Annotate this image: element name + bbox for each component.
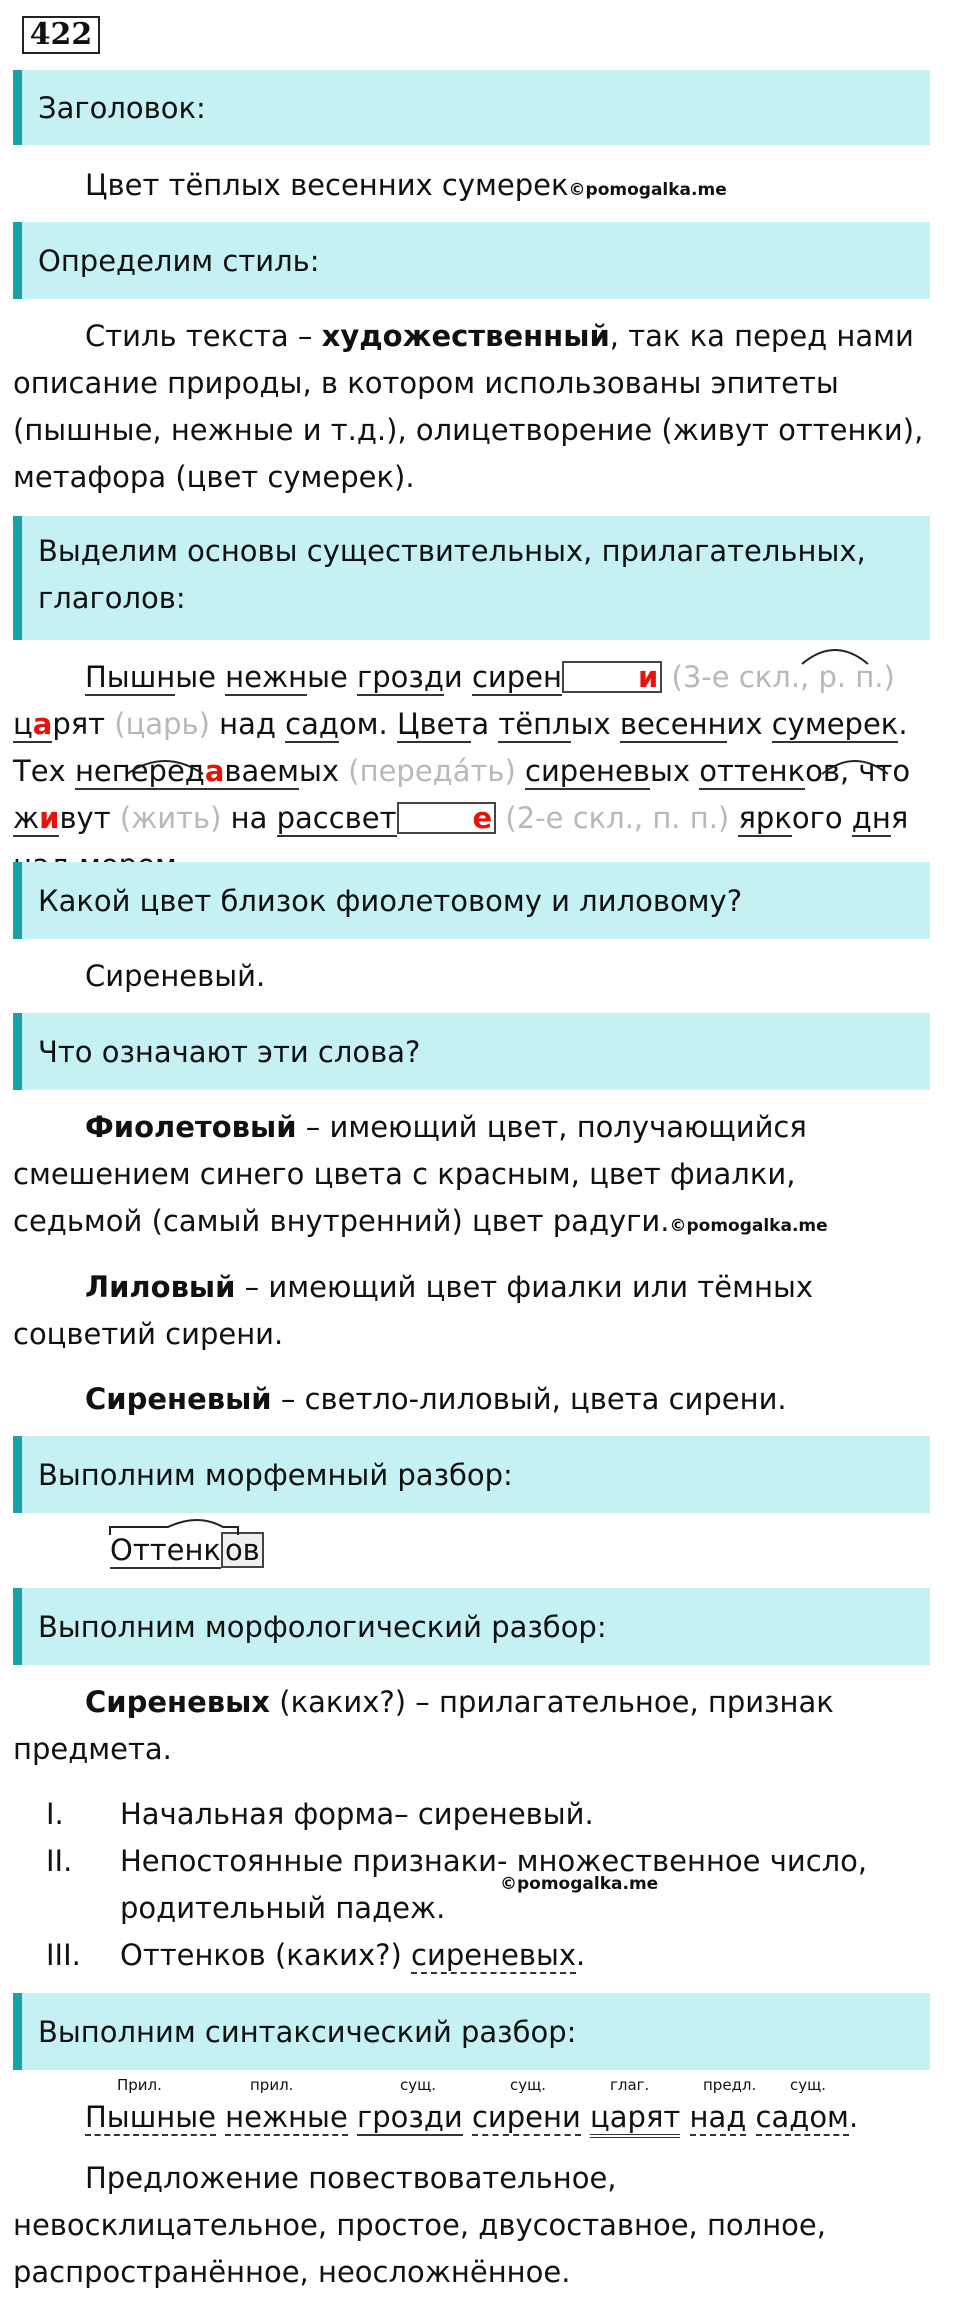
item-number: III. <box>46 1938 81 1972</box>
root-arc <box>820 752 890 778</box>
pos-tag: сущ. <box>790 2076 827 2094</box>
heading-text: Что означают эти слова? <box>38 1034 421 1069</box>
ending: ые <box>307 660 358 694</box>
item-text-a: Оттенков (каких?) <box>120 1938 412 1972</box>
word-predicate: царят <box>590 2100 680 2138</box>
stem: неперед <box>74 754 205 788</box>
stem: оттенк <box>699 754 806 788</box>
watermark: ©pomogalka.me <box>568 180 727 200</box>
stem: Пышн <box>85 660 176 694</box>
section-heading-stems <box>13 516 930 640</box>
morph-list <box>13 1791 930 1979</box>
text: на <box>221 801 277 835</box>
stem: сумерек <box>771 707 899 741</box>
word-adverbial: над <box>689 2100 747 2134</box>
pos-tag: прил. <box>250 2076 294 2094</box>
section-heading-syntax <box>13 1993 930 2070</box>
heading-text: Выделим основы существительных, прилагательных, глаголов: <box>38 534 866 615</box>
section-heading-meaning <box>13 1013 930 1090</box>
definition-3 <box>13 1376 930 1423</box>
stem: весенн <box>619 707 727 741</box>
word-attribute: нежные <box>225 2100 348 2134</box>
intro-text: (каких?) – прилагательное, признак предмета. <box>13 1685 834 1766</box>
syntax-description: Предложение повествовательное, невосклицательное, простое, двусоставное, полное, распространённое, неосложнённое. <box>13 2161 826 2289</box>
style-paragraph <box>13 313 930 501</box>
ending: ого <box>791 801 852 835</box>
stem: сирен <box>471 660 562 694</box>
list-item <box>13 1838 930 1932</box>
list-item <box>13 1791 930 1838</box>
text: над <box>209 707 286 741</box>
root-arc <box>108 1515 248 1539</box>
section-heading-morpheme <box>13 1436 930 1513</box>
pos-tag: глаг. <box>610 2076 650 2094</box>
task-number: 422 <box>22 16 100 54</box>
stem: сад <box>285 707 339 741</box>
style-text-a: Стиль текста – <box>85 319 322 353</box>
heading-text: Какой цвет близок фиолетовому и лиловому? <box>38 883 743 918</box>
term: Сиреневый <box>85 1382 272 1416</box>
stem-part: ж <box>13 801 40 835</box>
heading-text: Выполним синтаксический разбор: <box>38 2014 577 2049</box>
pos-tag: сущ. <box>510 2076 547 2094</box>
root-arc <box>800 640 870 670</box>
ending-letter: е <box>397 802 497 834</box>
vowel: и <box>39 801 60 835</box>
item-text: Непостоянные признаки- множественное число, родительный падеж. <box>120 1844 868 1925</box>
root-text: Оттенк <box>110 1533 221 1567</box>
stem: тёпл <box>498 707 571 741</box>
note: (царь) <box>114 707 210 741</box>
note: (3-е скл., р. п.) <box>662 660 895 694</box>
syntax-sentence <box>13 2094 930 2141</box>
ending: ых <box>570 707 620 741</box>
vowel: а <box>204 754 225 788</box>
definition-text: – светло-лиловый, цвета сирени. <box>271 1382 787 1416</box>
morph-intro <box>13 1679 930 1773</box>
heading-text: Заголовок: <box>38 90 206 125</box>
word-subject: грозди <box>357 2100 463 2134</box>
item-text: Начальная форма– сиреневый. <box>120 1797 594 1831</box>
stem: ярк <box>738 801 792 835</box>
note: (передáть) <box>339 754 526 788</box>
vowel: а <box>32 707 53 741</box>
word-adverbial: садом <box>755 2100 849 2134</box>
note: (2-е скл., п. п.) <box>496 801 739 835</box>
ending: ов <box>805 754 840 788</box>
title-text: Цвет тёплых весенних сумерек <box>85 168 569 202</box>
stem: Цвет <box>397 707 472 741</box>
list-item <box>13 1932 930 1979</box>
ending: и <box>443 660 472 694</box>
ending: ые <box>175 660 226 694</box>
root-arc <box>125 752 205 778</box>
stem: рассвет <box>276 801 397 835</box>
definition-text: – имеющий цвет, получающийся смешением синего цвета с красным, цвет фиалки, седьмой (самый внутренний) цвет радуги. <box>13 1110 807 1238</box>
section-heading-morph <box>13 1588 930 1665</box>
definition-text: – имеющий цвет фиалки или тёмных соцветий сирени. <box>13 1270 814 1351</box>
word-rest: вут <box>59 801 111 835</box>
pos-tag: Прил. <box>117 2076 162 2094</box>
title-paragraph <box>13 162 930 214</box>
stem: грозд <box>357 660 444 694</box>
word-attribute: сирени <box>471 2100 581 2134</box>
section-heading-style <box>13 222 930 299</box>
style-bold: художественный <box>321 319 610 353</box>
stem: сиренев <box>525 754 650 788</box>
note: (жить) <box>119 801 222 835</box>
item-text-c: . <box>576 1938 586 1972</box>
term: Сиреневых <box>85 1685 271 1719</box>
item-text <box>120 1932 930 1979</box>
item-text-b: сиреневых <box>411 1938 577 1972</box>
definition-1 <box>13 1104 930 1250</box>
pos-tag: сущ. <box>400 2076 437 2094</box>
term: Фиолетовый <box>85 1110 297 1144</box>
morpheme-ending: ов <box>221 1532 264 1568</box>
style-text-b: , так ка перед нами описание природы, в котором использованы эпитеты (пышные, нежные и т.д.), олицетворение (живут оттенки), метафора (цвет сумерек). <box>13 319 924 494</box>
ending: ых <box>649 754 700 788</box>
item-number: I. <box>46 1797 64 1831</box>
ending: а <box>471 707 499 741</box>
watermark: ©pomogalka.me <box>500 1874 659 1894</box>
watermark: ©pomogalka.me <box>669 1216 828 1236</box>
definition-2 <box>13 1264 930 1358</box>
word-rest: рят <box>52 707 106 741</box>
stem: дн <box>851 801 891 835</box>
text: , что <box>839 754 911 788</box>
word-attribute: Пышные <box>85 2100 216 2134</box>
heading-text: Определим стиль: <box>38 243 320 278</box>
section-heading-title <box>13 70 930 145</box>
pos-tag: предл. <box>703 2076 757 2094</box>
ending: ом. <box>338 707 397 741</box>
ending-letter: и <box>562 661 662 693</box>
heading-text: Выполним морфемный разбор: <box>38 1457 513 1492</box>
period: . <box>848 2100 859 2134</box>
stem-part: ц <box>13 707 33 741</box>
section-heading-color <box>13 862 930 939</box>
ending: ых <box>299 754 340 788</box>
heading-text: Выполним морфологический разбор: <box>38 1609 607 1644</box>
stem: ваем <box>224 754 300 788</box>
ending: их <box>726 707 772 741</box>
ending: я <box>890 801 909 835</box>
ending: . Тех <box>13 707 908 788</box>
color-answer: Сиреневый. <box>85 959 266 993</box>
term: Лиловый <box>85 1270 236 1304</box>
item-number: II. <box>46 1844 73 1878</box>
stem: нежн <box>225 660 308 694</box>
